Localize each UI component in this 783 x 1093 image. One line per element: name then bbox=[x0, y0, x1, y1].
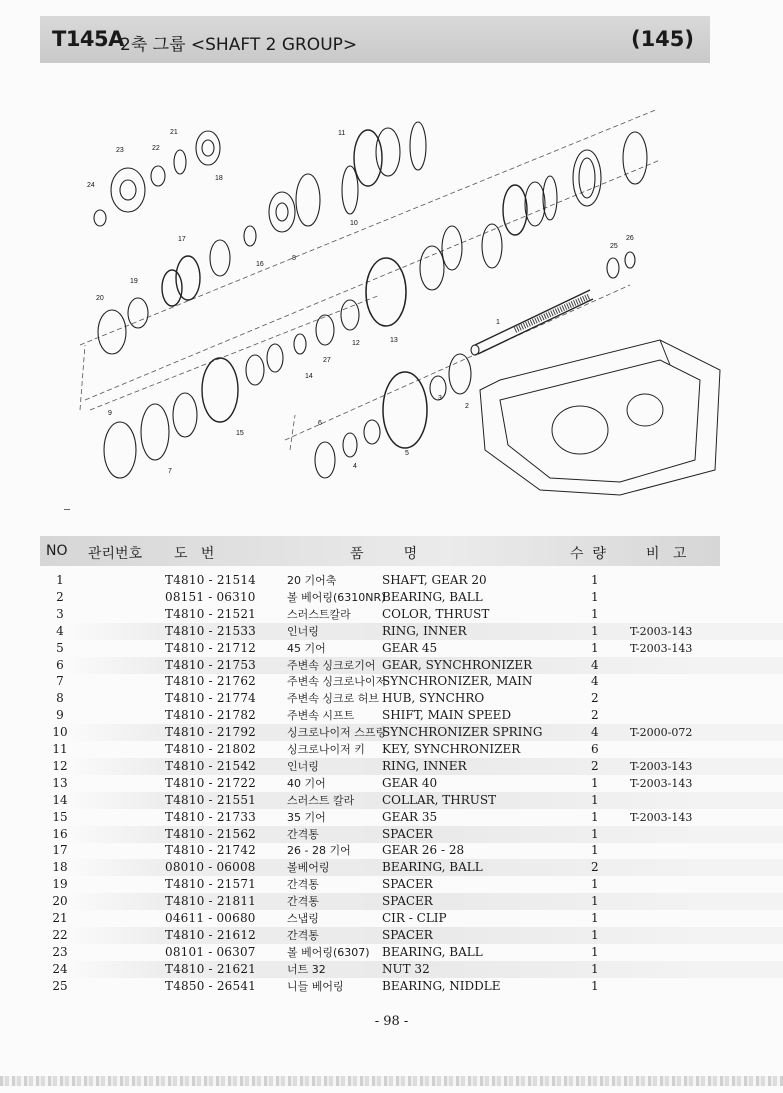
table-row bbox=[0, 589, 783, 606]
table-row bbox=[0, 758, 783, 775]
row-part-no: T4810 - 21612 bbox=[165, 927, 257, 942]
row-remarks: T-2003-143 bbox=[630, 776, 693, 790]
row-qty: 1 bbox=[591, 927, 599, 942]
page-number: - 98 - bbox=[374, 1014, 409, 1029]
callout-label: 21 bbox=[170, 129, 178, 136]
header-mgmt-no: 관리번호 bbox=[88, 546, 143, 562]
row-part-no: T4810 - 21712 bbox=[165, 640, 257, 655]
row-no: 13 bbox=[52, 775, 68, 790]
table-row bbox=[0, 927, 783, 944]
row-qty: 1 bbox=[591, 623, 599, 638]
assembly-lines bbox=[80, 110, 680, 450]
row-name-kr: 26 - 28 기어 bbox=[287, 844, 351, 858]
table-row bbox=[0, 673, 783, 690]
row-remarks: T-2003-143 bbox=[630, 759, 693, 773]
callout-label: 14 bbox=[305, 373, 313, 380]
row-part-no: T4810 - 21542 bbox=[165, 758, 257, 773]
row-qty: 1 bbox=[591, 877, 599, 892]
model-code: T145A bbox=[52, 27, 124, 51]
row-qty: 1 bbox=[591, 944, 599, 959]
callout-label: 4 bbox=[353, 463, 357, 470]
row-qty: 1 bbox=[591, 573, 599, 587]
table-row bbox=[0, 606, 783, 623]
table-row bbox=[0, 690, 783, 707]
gearbox-housing bbox=[480, 340, 720, 495]
exploded-parts-diagram bbox=[60, 110, 760, 520]
row-name-en: SHIFT, MAIN SPEED bbox=[382, 708, 512, 723]
row-name-kr: 간격통 bbox=[287, 878, 319, 892]
table-row bbox=[0, 910, 783, 927]
row-qty: 4 bbox=[591, 674, 599, 689]
row-qty: 1 bbox=[591, 792, 599, 807]
group-title: 2축 그룹 <SHAFT 2 GROUP> bbox=[120, 35, 358, 55]
parts-table-header bbox=[40, 536, 720, 566]
row-part-no: 08101 - 06307 bbox=[165, 944, 256, 959]
row-name-en: SPACER bbox=[382, 826, 433, 841]
table-row bbox=[0, 842, 783, 859]
callout-label: 10 bbox=[350, 220, 358, 227]
row-qty: 1 bbox=[591, 826, 599, 841]
row-name-kr: 주변속 시프트 bbox=[287, 709, 355, 723]
header-no: NO bbox=[46, 543, 68, 559]
callout-label: 13 bbox=[390, 337, 398, 344]
row-part-no: T4810 - 21742 bbox=[165, 843, 257, 858]
row-no: 1 bbox=[56, 573, 64, 587]
row-no: 8 bbox=[56, 691, 64, 706]
row-name-kr: 간격통 bbox=[287, 895, 319, 909]
scan-artifact bbox=[0, 1076, 783, 1086]
row-name-en: COLOR, THRUST bbox=[382, 606, 490, 621]
row-part-no: T4810 - 21762 bbox=[165, 674, 257, 689]
callout-label: 6 bbox=[318, 420, 322, 427]
callout-label: 24 bbox=[87, 182, 95, 189]
row-name-kr: 인너링 bbox=[287, 759, 319, 773]
row-no: 2 bbox=[56, 589, 64, 604]
table-row bbox=[0, 961, 783, 978]
callout-label: 19 bbox=[130, 278, 138, 285]
callout-label: 18 bbox=[215, 175, 223, 182]
row-no: 10 bbox=[52, 725, 68, 740]
row-no: 6 bbox=[56, 657, 64, 672]
row-qty: 1 bbox=[591, 843, 599, 858]
row-part-no: 08151 - 06310 bbox=[165, 589, 256, 604]
table-row bbox=[0, 944, 783, 961]
row-name-en: GEAR 35 bbox=[382, 809, 438, 824]
shaft bbox=[471, 290, 593, 355]
table-row bbox=[0, 724, 783, 741]
row-qty: 1 bbox=[591, 640, 599, 655]
row-name-kr: 싱크로나이저 스프링 bbox=[287, 726, 387, 740]
row-part-no: T4810 - 21811 bbox=[165, 894, 257, 909]
header-part-name: 품 명 bbox=[350, 546, 418, 562]
callout-label: 16 bbox=[256, 261, 264, 268]
row-no: 5 bbox=[56, 640, 64, 655]
callout-label: 20 bbox=[96, 295, 104, 302]
row-name-kr: 35 기어 bbox=[287, 810, 326, 824]
row-name-en: HUB, SYNCHRO bbox=[382, 691, 485, 706]
row-name-en: GEAR 26 - 28 bbox=[382, 843, 465, 858]
row-no: 21 bbox=[52, 911, 68, 925]
callout-label: 27 bbox=[323, 357, 331, 364]
row-name-kr: 주변속 싱크로 허브 bbox=[287, 692, 380, 706]
row-no: 12 bbox=[52, 758, 68, 773]
table-row bbox=[0, 826, 783, 843]
row-name-kr: 간격통 bbox=[287, 928, 319, 942]
callout-label: 11 bbox=[338, 130, 346, 137]
row-no: 17 bbox=[52, 843, 68, 858]
row-name-kr: 싱크로나이저 키 bbox=[287, 743, 365, 756]
row-name-en: SYNCHRONIZER SPRING bbox=[382, 725, 543, 740]
row-name-kr: 볼 베어링(6310NR) bbox=[287, 590, 386, 604]
callout-label: 9 bbox=[108, 410, 112, 417]
table-row bbox=[0, 707, 783, 724]
row-no: 25 bbox=[52, 978, 68, 993]
row-remarks: T-2003-143 bbox=[630, 810, 693, 824]
row-name-en: SHAFT, GEAR 20 bbox=[382, 573, 487, 587]
callout-label: 26 bbox=[626, 235, 634, 242]
row-name-en: RING, INNER bbox=[382, 623, 467, 638]
row-no: 16 bbox=[52, 826, 68, 841]
row-part-no: 04611 - 00680 bbox=[165, 911, 256, 925]
row-name-kr: 40 기어 bbox=[287, 776, 326, 790]
row-no: 22 bbox=[52, 927, 68, 942]
table-row bbox=[0, 775, 783, 792]
row-name-en: BEARING, BALL bbox=[382, 944, 483, 959]
row-part-no: T4810 - 21802 bbox=[165, 742, 257, 756]
row-name-kr: 스냅링 bbox=[287, 912, 319, 925]
callout-label: 22 bbox=[152, 145, 160, 152]
row-no: 7 bbox=[56, 674, 64, 689]
row-name-en: BEARING, BALL bbox=[382, 860, 483, 875]
row-no: 3 bbox=[56, 606, 64, 621]
table-row bbox=[0, 741, 783, 758]
row-remarks: T-2003-143 bbox=[630, 641, 693, 655]
row-no: 9 bbox=[56, 708, 64, 723]
row-name-en: GEAR, SYNCHRONIZER bbox=[382, 657, 533, 672]
row-qty: 4 bbox=[591, 725, 599, 740]
table-row bbox=[0, 572, 783, 589]
scan-mark bbox=[64, 509, 70, 510]
row-part-no: T4810 - 21753 bbox=[165, 657, 257, 672]
row-part-no: T4810 - 21722 bbox=[165, 775, 257, 790]
row-name-kr: 스러스트칼라 bbox=[287, 607, 351, 621]
header-remarks: 비 고 bbox=[646, 546, 687, 562]
row-part-no: T4810 - 21562 bbox=[165, 826, 257, 841]
callout-label: 1 bbox=[496, 319, 500, 326]
row-part-no: T4810 - 21782 bbox=[165, 708, 257, 723]
row-part-no: T4810 - 21533 bbox=[165, 623, 257, 638]
row-no: 11 bbox=[52, 742, 68, 756]
row-part-no: T4810 - 21571 bbox=[165, 877, 257, 892]
header-part-no: 도 번 bbox=[174, 546, 215, 562]
row-name-en: BEARING, NIDDLE bbox=[382, 978, 501, 993]
row-remarks: T-2000-072 bbox=[630, 726, 693, 740]
row-name-en: GEAR 40 bbox=[382, 775, 438, 790]
table-row bbox=[0, 657, 783, 674]
diagram-drawing bbox=[60, 110, 760, 520]
row-name-kr: 니들 베어링 bbox=[287, 979, 344, 993]
title-bar bbox=[40, 16, 710, 63]
row-no: 18 bbox=[52, 860, 68, 875]
row-qty: 1 bbox=[591, 606, 599, 621]
row-qty: 1 bbox=[591, 775, 599, 790]
row-name-en: SPACER bbox=[382, 927, 433, 942]
row-name-en: CIR - CLIP bbox=[382, 911, 447, 925]
row-qty: 2 bbox=[591, 860, 599, 875]
row-name-kr: 볼 베어링(6307) bbox=[287, 945, 370, 959]
row-qty: 1 bbox=[591, 894, 599, 909]
row-name-en: BEARING, BALL bbox=[382, 589, 483, 604]
callout-label: 17 bbox=[178, 236, 186, 243]
row-qty: 1 bbox=[591, 961, 599, 976]
row-name-kr: 간격통 bbox=[287, 827, 319, 841]
row-qty: 2 bbox=[591, 708, 599, 723]
row-part-no: T4810 - 21514 bbox=[165, 573, 257, 587]
row-no: 19 bbox=[52, 877, 68, 892]
row-no: 15 bbox=[52, 809, 68, 824]
row-qty: 1 bbox=[591, 911, 599, 925]
upper-parts bbox=[94, 122, 647, 270]
callout-label: 23 bbox=[116, 147, 124, 154]
row-name-kr: 볼베어링 bbox=[287, 861, 330, 875]
row-no: 23 bbox=[52, 944, 68, 959]
table-row bbox=[0, 623, 783, 640]
row-qty: 1 bbox=[591, 809, 599, 824]
row-qty: 2 bbox=[591, 691, 599, 706]
row-part-no: T4810 - 21792 bbox=[165, 725, 257, 740]
row-part-no: T4810 - 21551 bbox=[165, 792, 257, 807]
table-row bbox=[0, 640, 783, 657]
row-no: 20 bbox=[52, 894, 68, 909]
row-qty: 2 bbox=[591, 758, 599, 773]
row-name-kr: 20 기어축 bbox=[287, 574, 337, 587]
table-row bbox=[0, 792, 783, 809]
row-name-kr: 너트 32 bbox=[287, 962, 326, 976]
table-row bbox=[0, 809, 783, 826]
row-name-en: KEY, SYNCHRONIZER bbox=[382, 742, 521, 756]
row-name-en: GEAR 45 bbox=[382, 640, 438, 655]
callout-label: 2 bbox=[465, 403, 469, 410]
row-name-en: COLLAR, THRUST bbox=[382, 792, 497, 807]
table-row bbox=[0, 893, 783, 910]
row-qty: 4 bbox=[591, 657, 599, 672]
section-code: (145) bbox=[630, 27, 694, 51]
callout-label: 3 bbox=[438, 395, 442, 402]
row-name-kr: 45 기어 bbox=[287, 641, 326, 655]
callout-label: 5 bbox=[405, 450, 409, 457]
row-name-en: RING, INNER bbox=[382, 758, 467, 773]
table-row bbox=[0, 978, 783, 995]
row-part-no: T4810 - 21733 bbox=[165, 809, 257, 824]
row-qty: 6 bbox=[591, 742, 599, 756]
callout-label: 15 bbox=[236, 430, 244, 437]
row-no: 4 bbox=[56, 623, 64, 638]
row-name-kr: 주변속 싱크로기어 bbox=[287, 658, 376, 672]
row-part-no: T4850 - 26541 bbox=[165, 978, 257, 993]
callout-label: 12 bbox=[352, 340, 360, 347]
row-part-no: T4810 - 21521 bbox=[165, 606, 257, 621]
callout-label: 25 bbox=[610, 243, 618, 250]
callout-label: 8 bbox=[292, 255, 296, 262]
row-name-kr: 주변속 싱크로나이저 bbox=[287, 675, 387, 689]
header-quantity: 수 량 bbox=[570, 546, 606, 562]
row-name-en: SPACER bbox=[382, 877, 433, 892]
table-row bbox=[0, 876, 783, 893]
row-no: 24 bbox=[52, 961, 68, 976]
row-remarks: T-2003-143 bbox=[630, 624, 693, 638]
row-name-en: SPACER bbox=[382, 894, 433, 909]
row-part-no: T4810 - 21774 bbox=[165, 691, 257, 706]
callout-label: 7 bbox=[168, 468, 172, 475]
row-qty: 1 bbox=[591, 589, 599, 604]
row-no: 14 bbox=[52, 792, 68, 807]
row-name-en: NUT 32 bbox=[382, 961, 430, 976]
row-name-en: SYNCHRONIZER, MAIN bbox=[382, 674, 533, 689]
row-part-no: T4810 - 21621 bbox=[165, 961, 257, 976]
row-qty: 1 bbox=[591, 978, 599, 993]
table-row bbox=[0, 859, 783, 876]
row-name-kr: 인너링 bbox=[287, 624, 319, 638]
row-name-kr: 스러스트 칼라 bbox=[287, 793, 355, 807]
row-part-no: 08010 - 06008 bbox=[165, 860, 256, 875]
